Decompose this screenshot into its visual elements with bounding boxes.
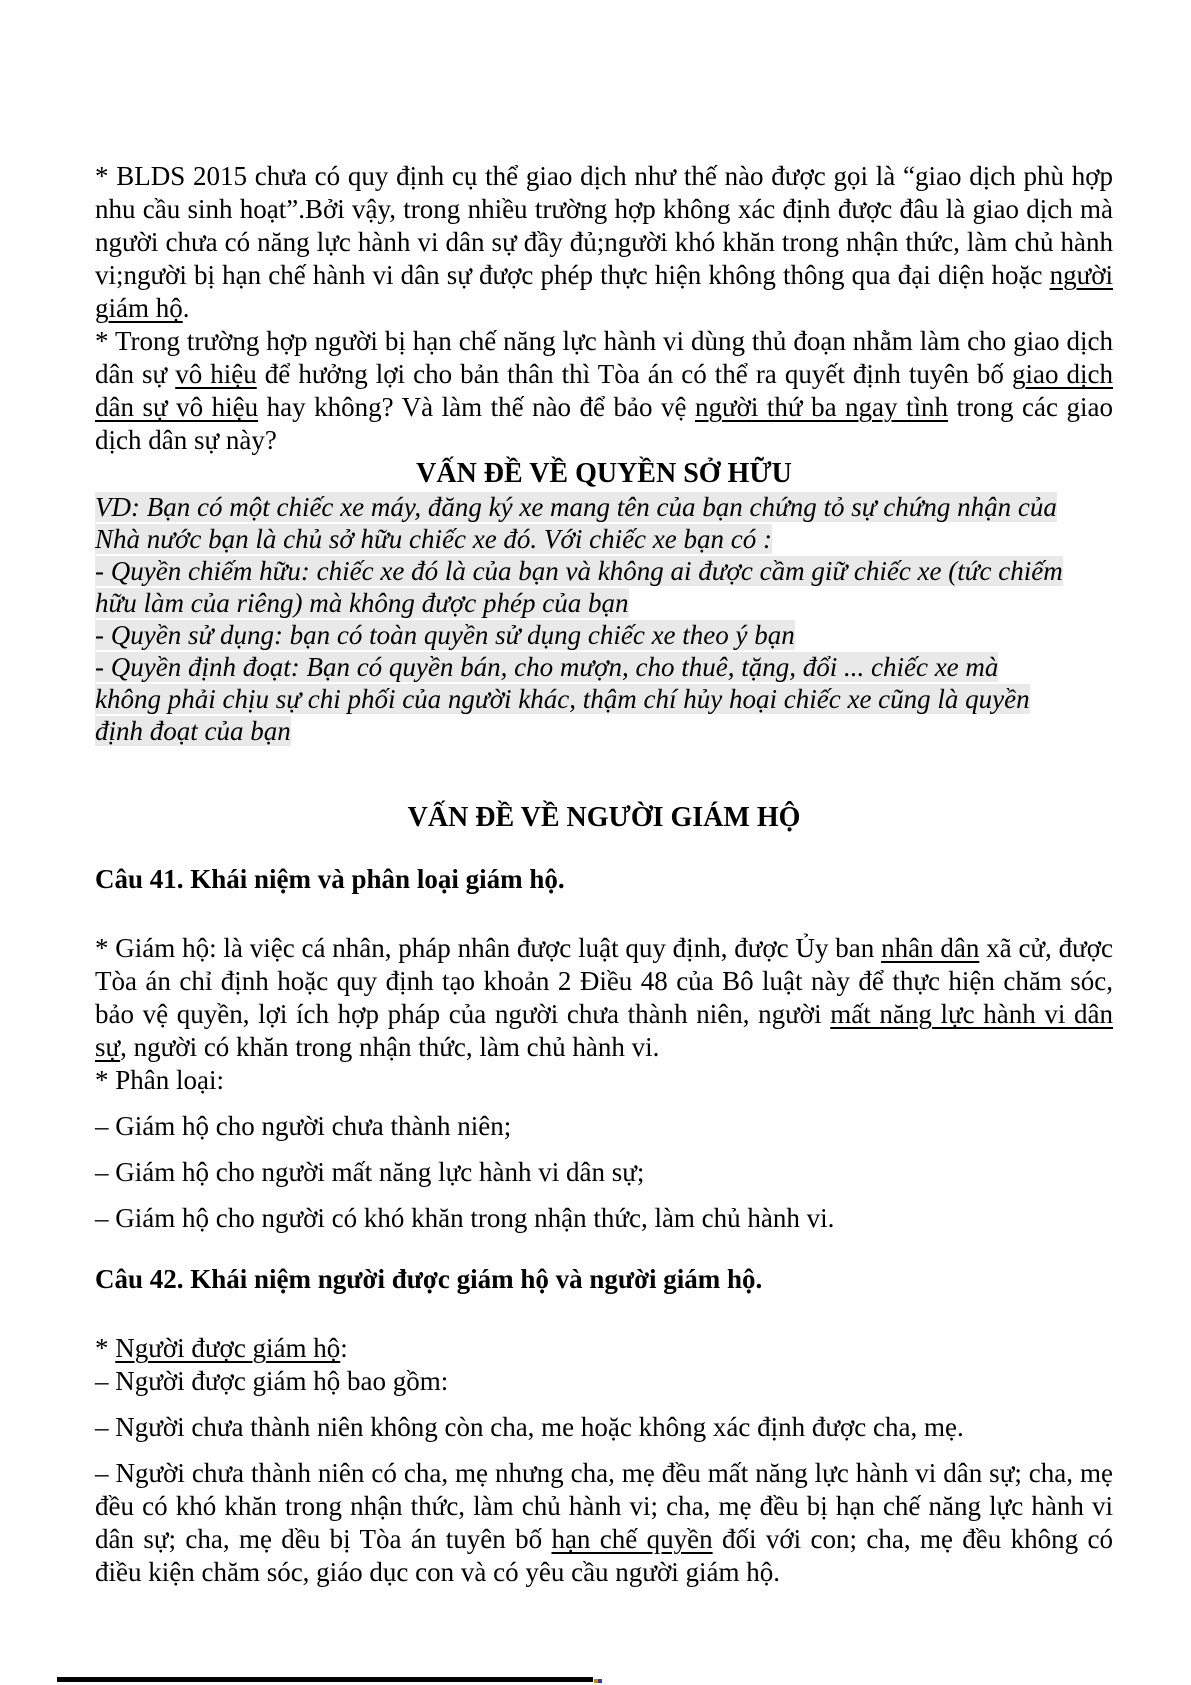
list-item: – Giám hộ cho người mất năng lực hành vi dân sự; [95, 1157, 645, 1187]
section-heading: VẤN ĐỀ VỀ QUYỀN SỞ HỮU [416, 458, 792, 489]
para: * Giám hộ: là việc cá nhân, pháp nhân được luật quy định, được Ủy ban nhân dân xã cử, được Tòa án chỉ định hoặc quy định tạo khoản 2 Điều 48 của Bô luật này để thực hiện chăm sóc, bảo vệ quyền, lợi ích hợp pháp của người chưa thành niên, người mất năng lực hành vi dân sự, người có khăn trong nhận thức, làm chủ hành vi. [95, 933, 1114, 1062]
example-line: không phải chịu sự chi phối của người khác, thậm chí hủy hoại chiếc xe cũng là quyền [95, 684, 1030, 714]
document-content [95, 160, 1113, 1589]
list-item: – Người chưa thành niên không còn cha, me hoặc không xác định được cha, mẹ. [95, 1412, 964, 1442]
para: – Người được giám hộ bao gồm: [95, 1366, 449, 1396]
para: * Trong trường hợp người bị hạn chế năng lực hành vi dùng thủ đoạn nhằm làm cho giao dịch dân sự vô hiệu để hưởng lợi cho bản thân thì Tòa án có thể ra quyết định tuyên bố giao dịch dân sự vô hiệu hay không? Và làm thế nào để bảo vệ người thứ ba ngay tình trong các giao dịch dân sự này? [95, 326, 1113, 455]
example-line: - Quyền chiếm hữu: chiếc xe đó là của bạn và không ai được cầm giữ chiếc xe (tức chiếm [95, 556, 1063, 586]
example-line: định đoạt của bạn [95, 716, 291, 746]
example-line: - Quyền sử dụng: bạn có toàn quyền sử dụng chiếc xe theo ý bạn [95, 620, 795, 650]
list-item: – Người chưa thành niên có cha, mẹ nhưng cha, mẹ đều mất năng lực hành vi dân sự; cha, mẹ đều có khó khăn trong nhận thức, làm chủ hành vi; cha, mẹ đều bị hạn chế năng lực hành vi dân sự; cha, mẹ dều bị Tòa án tuyên bố hạn chế quyền đối với con; cha, mẹ đều không có điều kiện chăm sóc, giáo dục con và có yêu cầu người giám hộ. [95, 1458, 1113, 1587]
para: * BLDS 2015 chưa có quy định cụ thể giao dịch như thế nào được gọi là “giao dịch phù hợp nhu cầu sinh hoạt”.Bởi vậy, trong nhiều trường hợp không xác định được đâu là giao dịch mà người chưa có năng lực hành vi dân sự đầy đủ;người khó khăn trong nhận thức, làm chủ hành vi;người bị hạn chế hành vi dân sự được phép thực hiện không thông qua đại diện hoặc người giám hộ. [95, 161, 1113, 323]
list-item: – Giám hộ cho người có khó khăn trong nhận thức, làm chủ hành vi. [95, 1203, 835, 1233]
question-heading: Câu 42. Khái niệm người được giám hộ và người giám hộ. [95, 1264, 763, 1294]
section-heading: VẤN ĐỀ VỀ NGƯỜI GIÁM HỘ [407, 802, 801, 833]
example-line: Nhà nước bạn là chủ sở hữu chiếc xe đó. Với chiếc xe bạn có : [95, 524, 772, 554]
example-line: VD: Bạn có một chiếc xe máy, đăng ký xe mang tên của bạn chứng tỏ sự chứng nhận của [95, 492, 1057, 522]
list-item: – Giám hộ cho người chưa thành niên; [95, 1111, 512, 1141]
example-line: hữu làm của riêng) mà không được phép của bạn [95, 588, 629, 618]
para: * Phân loại: [95, 1065, 224, 1095]
question-heading: Câu 41. Khái niệm và phân loại giám hộ. [95, 864, 565, 894]
example-line: - Quyền định đoạt: Bạn có quyền bán, cho mượn, cho thuê, tặng, đổi ... chiếc xe mà [95, 652, 999, 682]
example-block [95, 491, 1113, 747]
para: * Người được giám hộ: [95, 1333, 348, 1363]
artifact-mark [594, 1679, 602, 1683]
page-divider-bar [57, 1677, 593, 1682]
